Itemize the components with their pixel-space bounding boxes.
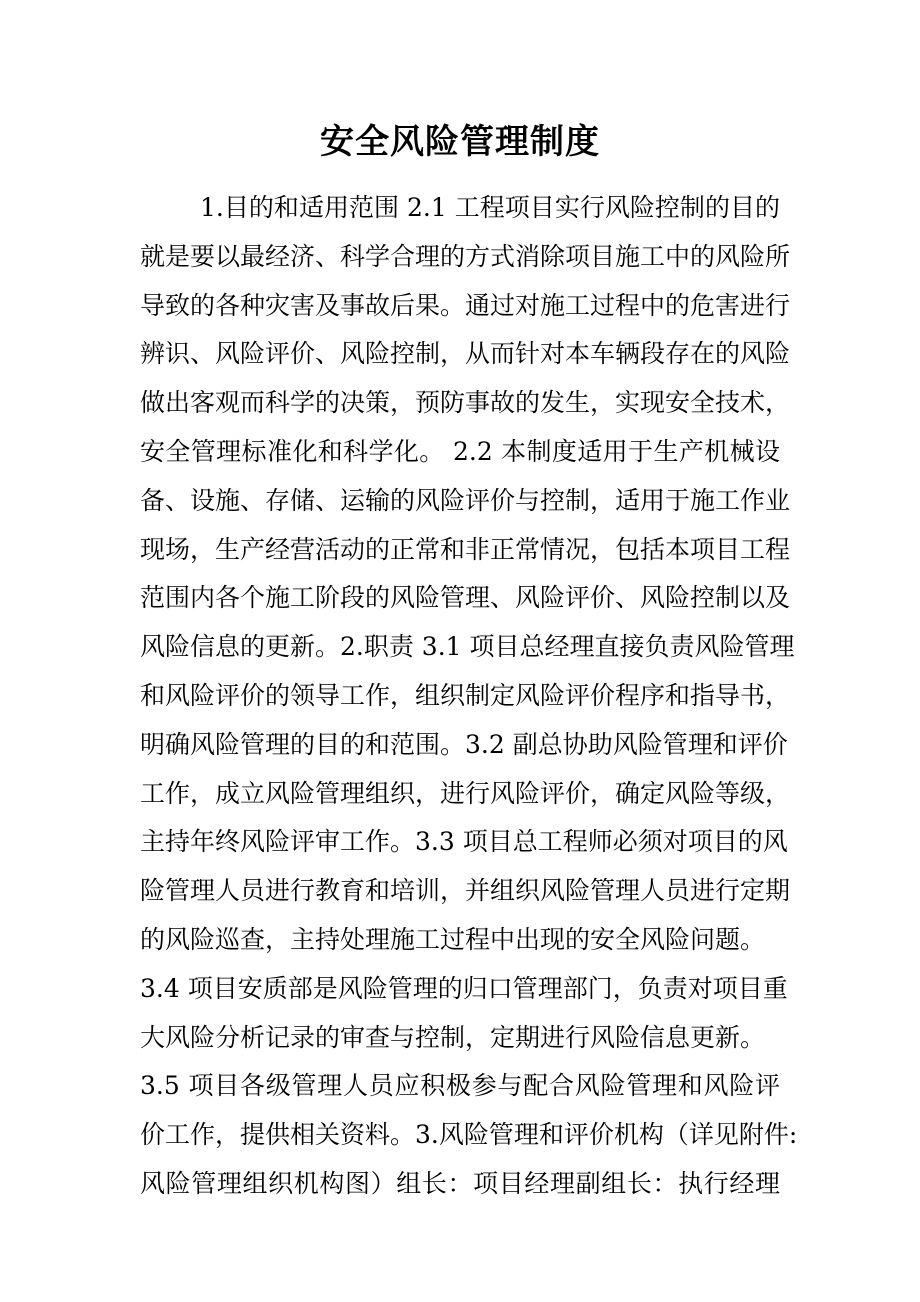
body-line-19: 3.5 项目各级管理人员应积极参与配合风险管理和风险评 [140, 1071, 780, 1101]
body-line-16: 的风险巡查，主持处理施工过程中出现的安全风险问题。 [140, 924, 766, 954]
body-line-7: 备、设施、存储、运输的风险评价与控制，适用于施工作业 [140, 485, 791, 515]
body-line-8: 现场，生产经营活动的正常和非正常情况，包括本项目工程 [140, 534, 791, 564]
body-line-18: 大风险分析记录的审查与控制，定期进行风险信息更新。 [140, 1022, 766, 1052]
body-line-10: 风险信息的更新。2.职责 3.1 项目总经理直接负责风险管理 [140, 632, 795, 662]
body-line-12: 明确风险管理的目的和范围。3.2 副总协助风险管理和评价 [140, 729, 788, 759]
body-line-17: 3.4 项目安质部是风险管理的归口管理部门，负责对项目重 [140, 973, 788, 1003]
document-body [140, 184, 798, 1209]
body-line-14: 主持年终风险评审工作。3.3 项目总工程师必须对项目的风 [140, 827, 788, 857]
body-line-21: 风险管理组织机构图）组长：项目经理副组长：执行经理 [140, 1168, 780, 1198]
document-title: 安全风险管理制度 [320, 122, 600, 162]
body-line-2: 就是要以最经济、科学合理的方式消除项目施工中的风险所 [140, 241, 791, 271]
body-line-15: 险管理人员进行教育和培训，并组织风险管理人员进行定期 [140, 876, 791, 906]
body-line-4: 辨识、风险评价、风险控制，从而针对本车辆段存在的风险 [140, 339, 791, 369]
body-line-3: 导致的各种灾害及事故后果。通过对施工过程中的危害进行 [140, 290, 791, 320]
body-line-6: 安全管理标准化和科学化。 2.2 本制度适用于生产机械设 [140, 436, 780, 466]
body-line-13: 工作，成立风险管理组织，进行风险评价，确定风险等级， [140, 778, 791, 808]
body-line-20: 价工作，提供相关资料。3.风险管理和评价机构（详见附件: [140, 1120, 798, 1150]
body-line-9: 范围内各个施工阶段的风险管理、风险评价、风险控制以及 [140, 583, 791, 613]
body-line-11: 和风险评价的领导工作，组织制定风险评价程序和指导书， [140, 680, 791, 710]
body-line-5: 做出客观而科学的决策，预防事故的发生，实现安全技术， [140, 388, 791, 418]
body-line-1: 1.目的和适用范围 2.1 工程项目实行风险控制的目的 [200, 193, 780, 222]
